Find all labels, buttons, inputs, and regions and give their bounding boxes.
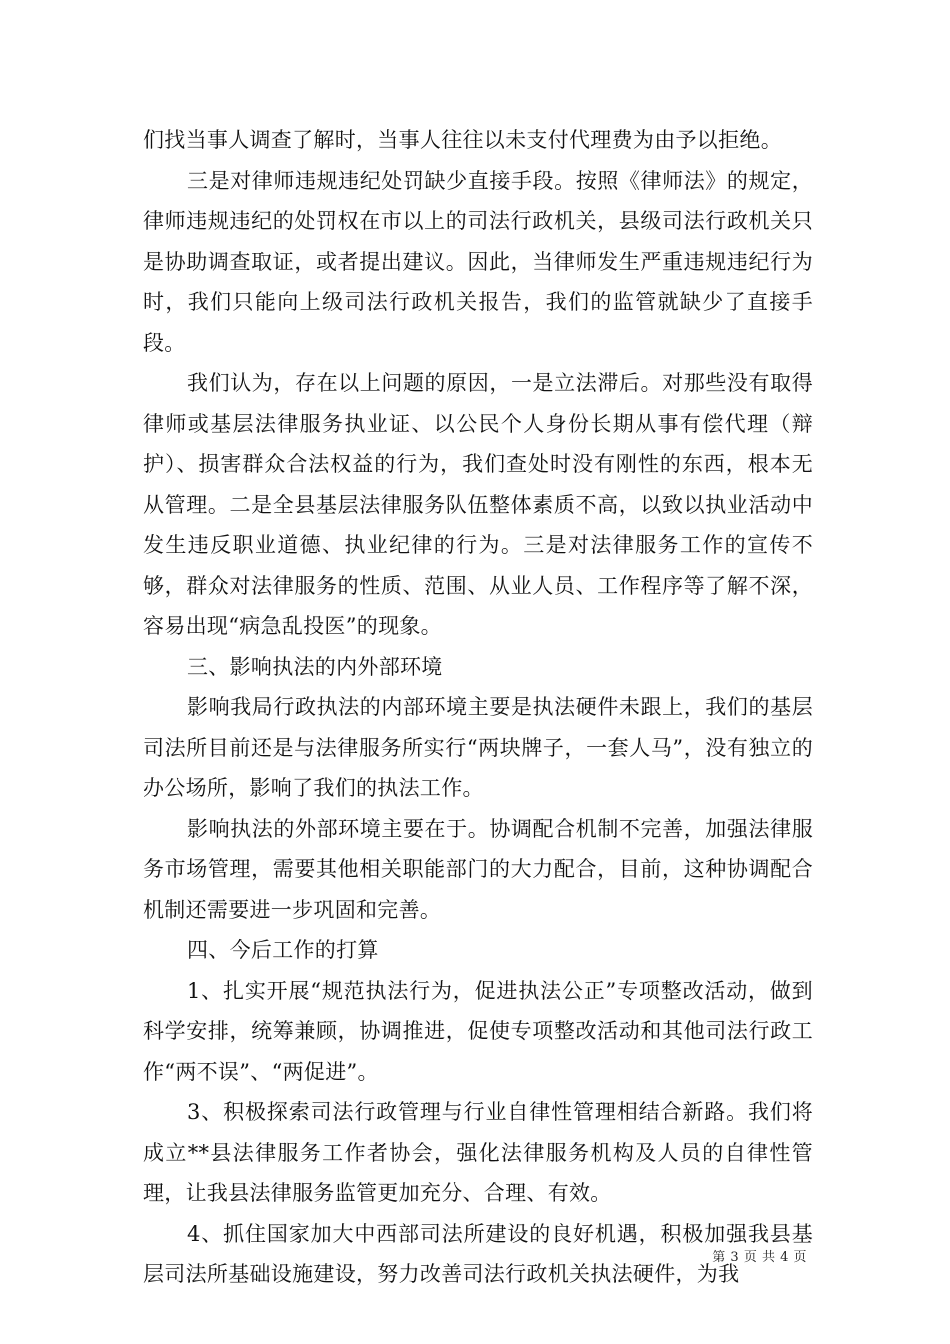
paragraph-6: 影响执法的外部环境主要在于。协调配合机制不完善，加强法律服务市场管理，需要其他相关职能部门的大力配合，目前，这种协调配合机制还需要进一步巩固和完善。	[143, 816, 813, 922]
paragraph-5: 影响我局行政执法的内部环境主要是执法硬件未跟上，我们的基层司法所目前还是与法律服务所实行“两块牌子，一套人马”，没有独立的办公场所，影响了我们的执法工作。	[143, 695, 813, 800]
paragraph-10: 4、抓住国家加大中西部司法所建设的良好机遇，积极加强我县基层司法所基础设施建设，努力改善司法行政机关执法硬件，为我	[143, 1221, 813, 1286]
paragraph-1: 们找当事人调查了解时，当事人往往以未支付代理费为由予以拒绝。	[143, 128, 782, 152]
section-heading-3: 三、影响执法的内外部环境	[187, 654, 443, 679]
paragraph-8: 1、扎实开展“规范执法行为，促进执法公正”专项整改活动，做到科学安排，统筹兼顾，协调推进，促使专项整改活动和其他司法行政工作“两不误”、“两促进”。	[143, 978, 813, 1084]
document-body	[143, 120, 813, 1295]
paragraph-9: 3、积极探索司法行政管理与行业自律性管理相结合新路。我们将成立**县法律服务工作者协会，强化法律服务机构及人员的自律性管理，让我县法律服务监管更加充分、合理、有效。	[143, 1100, 813, 1205]
paragraph-2: 三是对律师违规违纪处罚缺少直接手段。按照《律师法》的规定，律师违规违纪的处罚权在市以上的司法行政机关，县级司法行政机关只是协助调查取证，或者提出建议。因此，当律师发生严重违规违纪行为时，我们只能向上级司法行政机关报告，我们的监管就缺少了直接手段。	[143, 168, 813, 355]
section-heading-4: 四、今后工作的打算	[187, 938, 379, 962]
paragraph-3: 我们认为，存在以上问题的原因，一是立法滞后。对那些没有取得律师或基层法律服务执业证、以公民个人身份长期从事有偿代理（辩护）、损害群众合法权益的行为，我们查处时没有刚性的东西，根本无从管理。二是全县基层法律服务队伍整体素质不高，以致以执业活动中发生违反职业道德、执业纪律的行为。三是对法律服务工作的宣传不够，群众对法律服务的性质、范围、从业人员、工作程序等了解不深，容易出现“病急乱投医”的现象。	[143, 371, 813, 638]
page-number-footer: 第 3 页 共 4 页	[712, 1250, 807, 1265]
